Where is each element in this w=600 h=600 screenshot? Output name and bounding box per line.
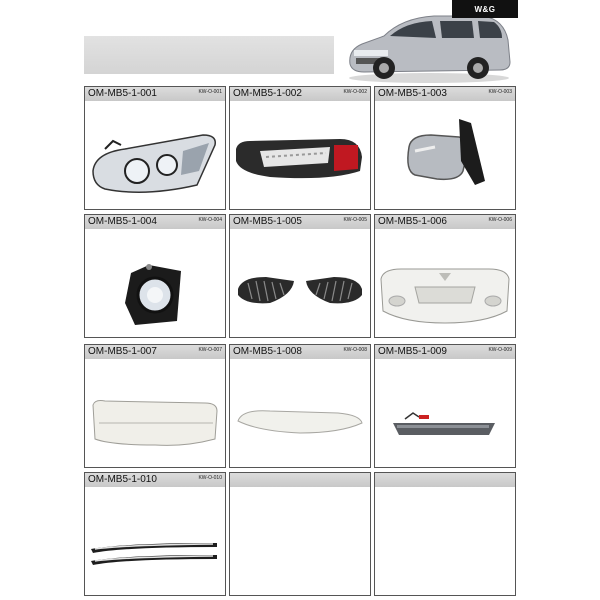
product-code: OM-MB5-1-006 xyxy=(378,216,447,227)
product-card[interactable] xyxy=(374,86,516,210)
product-ref: KW-O-009 xyxy=(488,347,512,353)
product-code: OM-MB5-1-001 xyxy=(88,88,157,99)
front-bumper-icon xyxy=(375,229,515,337)
product-ref: KW-O-010 xyxy=(198,475,222,481)
product-catalog-grid xyxy=(84,86,516,598)
product-code: OM-MB5-1-008 xyxy=(233,346,302,357)
roof-rack-icon xyxy=(85,487,225,595)
product-ref: KW-O-004 xyxy=(198,217,222,223)
empty-product-card xyxy=(374,472,516,596)
product-card[interactable] xyxy=(84,344,226,468)
product-ref: KW-O-003 xyxy=(488,89,512,95)
product-card[interactable] xyxy=(229,344,371,468)
product-ref: KW-O-001 xyxy=(198,89,222,95)
product-card[interactable] xyxy=(84,214,226,338)
product-ref: KW-O-007 xyxy=(198,347,222,353)
title-banner xyxy=(84,36,334,74)
product-card[interactable] xyxy=(84,472,226,596)
headlamp-icon xyxy=(85,101,225,209)
product-ref: KW-O-005 xyxy=(343,217,367,223)
product-code: OM-MB5-1-009 xyxy=(378,346,447,357)
rear-bumper-icon xyxy=(85,359,225,467)
product-card[interactable] xyxy=(374,214,516,338)
product-card[interactable] xyxy=(229,86,371,210)
product-code: OM-MB5-1-007 xyxy=(88,346,157,357)
product-ref: KW-O-002 xyxy=(343,89,367,95)
product-code: OM-MB5-1-010 xyxy=(88,474,157,485)
empty-product-card xyxy=(229,472,371,596)
product-code: OM-MB5-1-004 xyxy=(88,216,157,227)
product-card[interactable] xyxy=(229,214,371,338)
side-mirror-icon xyxy=(375,101,515,209)
fog-lamp-icon xyxy=(85,229,225,337)
rear-spoiler-icon xyxy=(230,359,370,467)
product-code: OM-MB5-1-002 xyxy=(233,88,302,99)
product-code: OM-MB5-1-003 xyxy=(378,88,447,99)
product-card[interactable] xyxy=(84,86,226,210)
product-ref: KW-O-008 xyxy=(343,347,367,353)
product-ref: KW-O-006 xyxy=(488,217,512,223)
brand-logo: W&G xyxy=(452,0,518,18)
fog-lamp-grille-icon xyxy=(230,229,370,337)
product-code: OM-MB5-1-005 xyxy=(233,216,302,227)
product-card[interactable] xyxy=(374,344,516,468)
tail-lamp-icon xyxy=(230,101,370,209)
third-brake-light-icon xyxy=(375,359,515,467)
